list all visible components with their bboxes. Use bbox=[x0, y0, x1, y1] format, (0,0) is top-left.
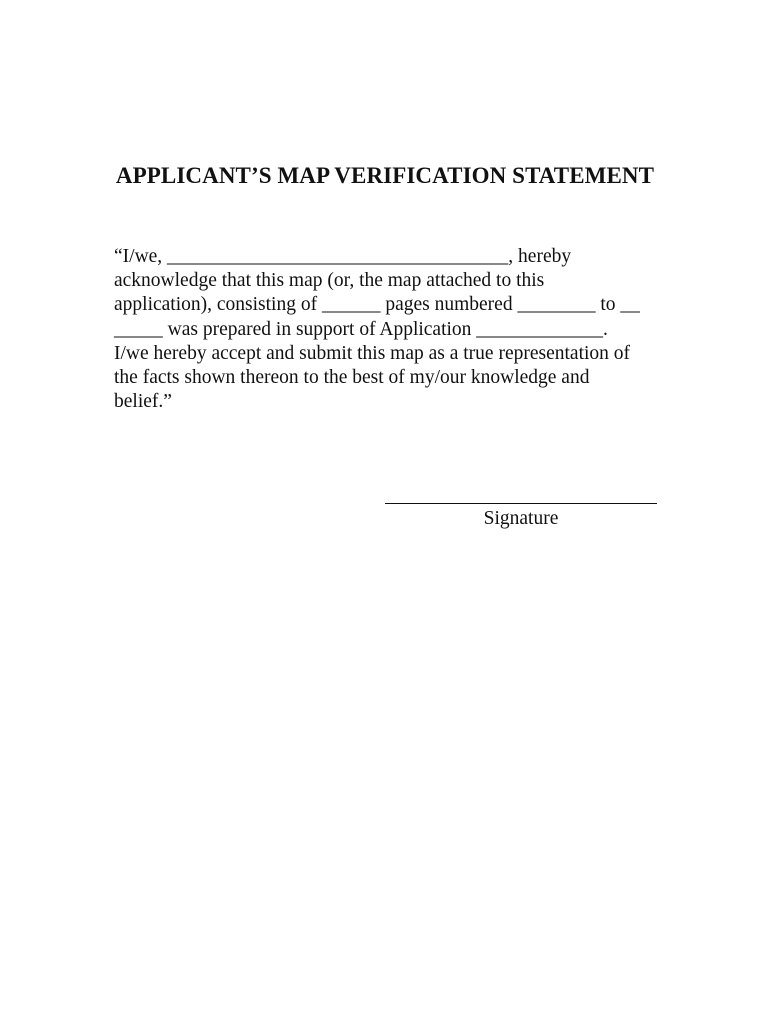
document-title: APPLICANT’S MAP VERIFICATION STATEMENT bbox=[115, 163, 655, 188]
verification-statement bbox=[114, 245, 674, 414]
signature-label: Signature bbox=[483, 508, 559, 529]
statement-line: acknowledge that this map (or, the map attached to this bbox=[114, 270, 545, 292]
signature-line bbox=[385, 503, 657, 504]
statement-line: the facts shown thereon to the best of my/our knowledge and bbox=[114, 367, 590, 389]
statement-line: belief.” bbox=[114, 391, 172, 413]
statement-line: application), consisting of ______ pages numbered ________ to __ bbox=[114, 294, 640, 316]
statement-line: “I/we, ___________________________________, hereby bbox=[114, 246, 572, 267]
statement-line: _____ was prepared in support of Application _____________. bbox=[114, 318, 608, 340]
statement-line: I/we hereby accept and submit this map as a true representation of bbox=[114, 342, 631, 364]
